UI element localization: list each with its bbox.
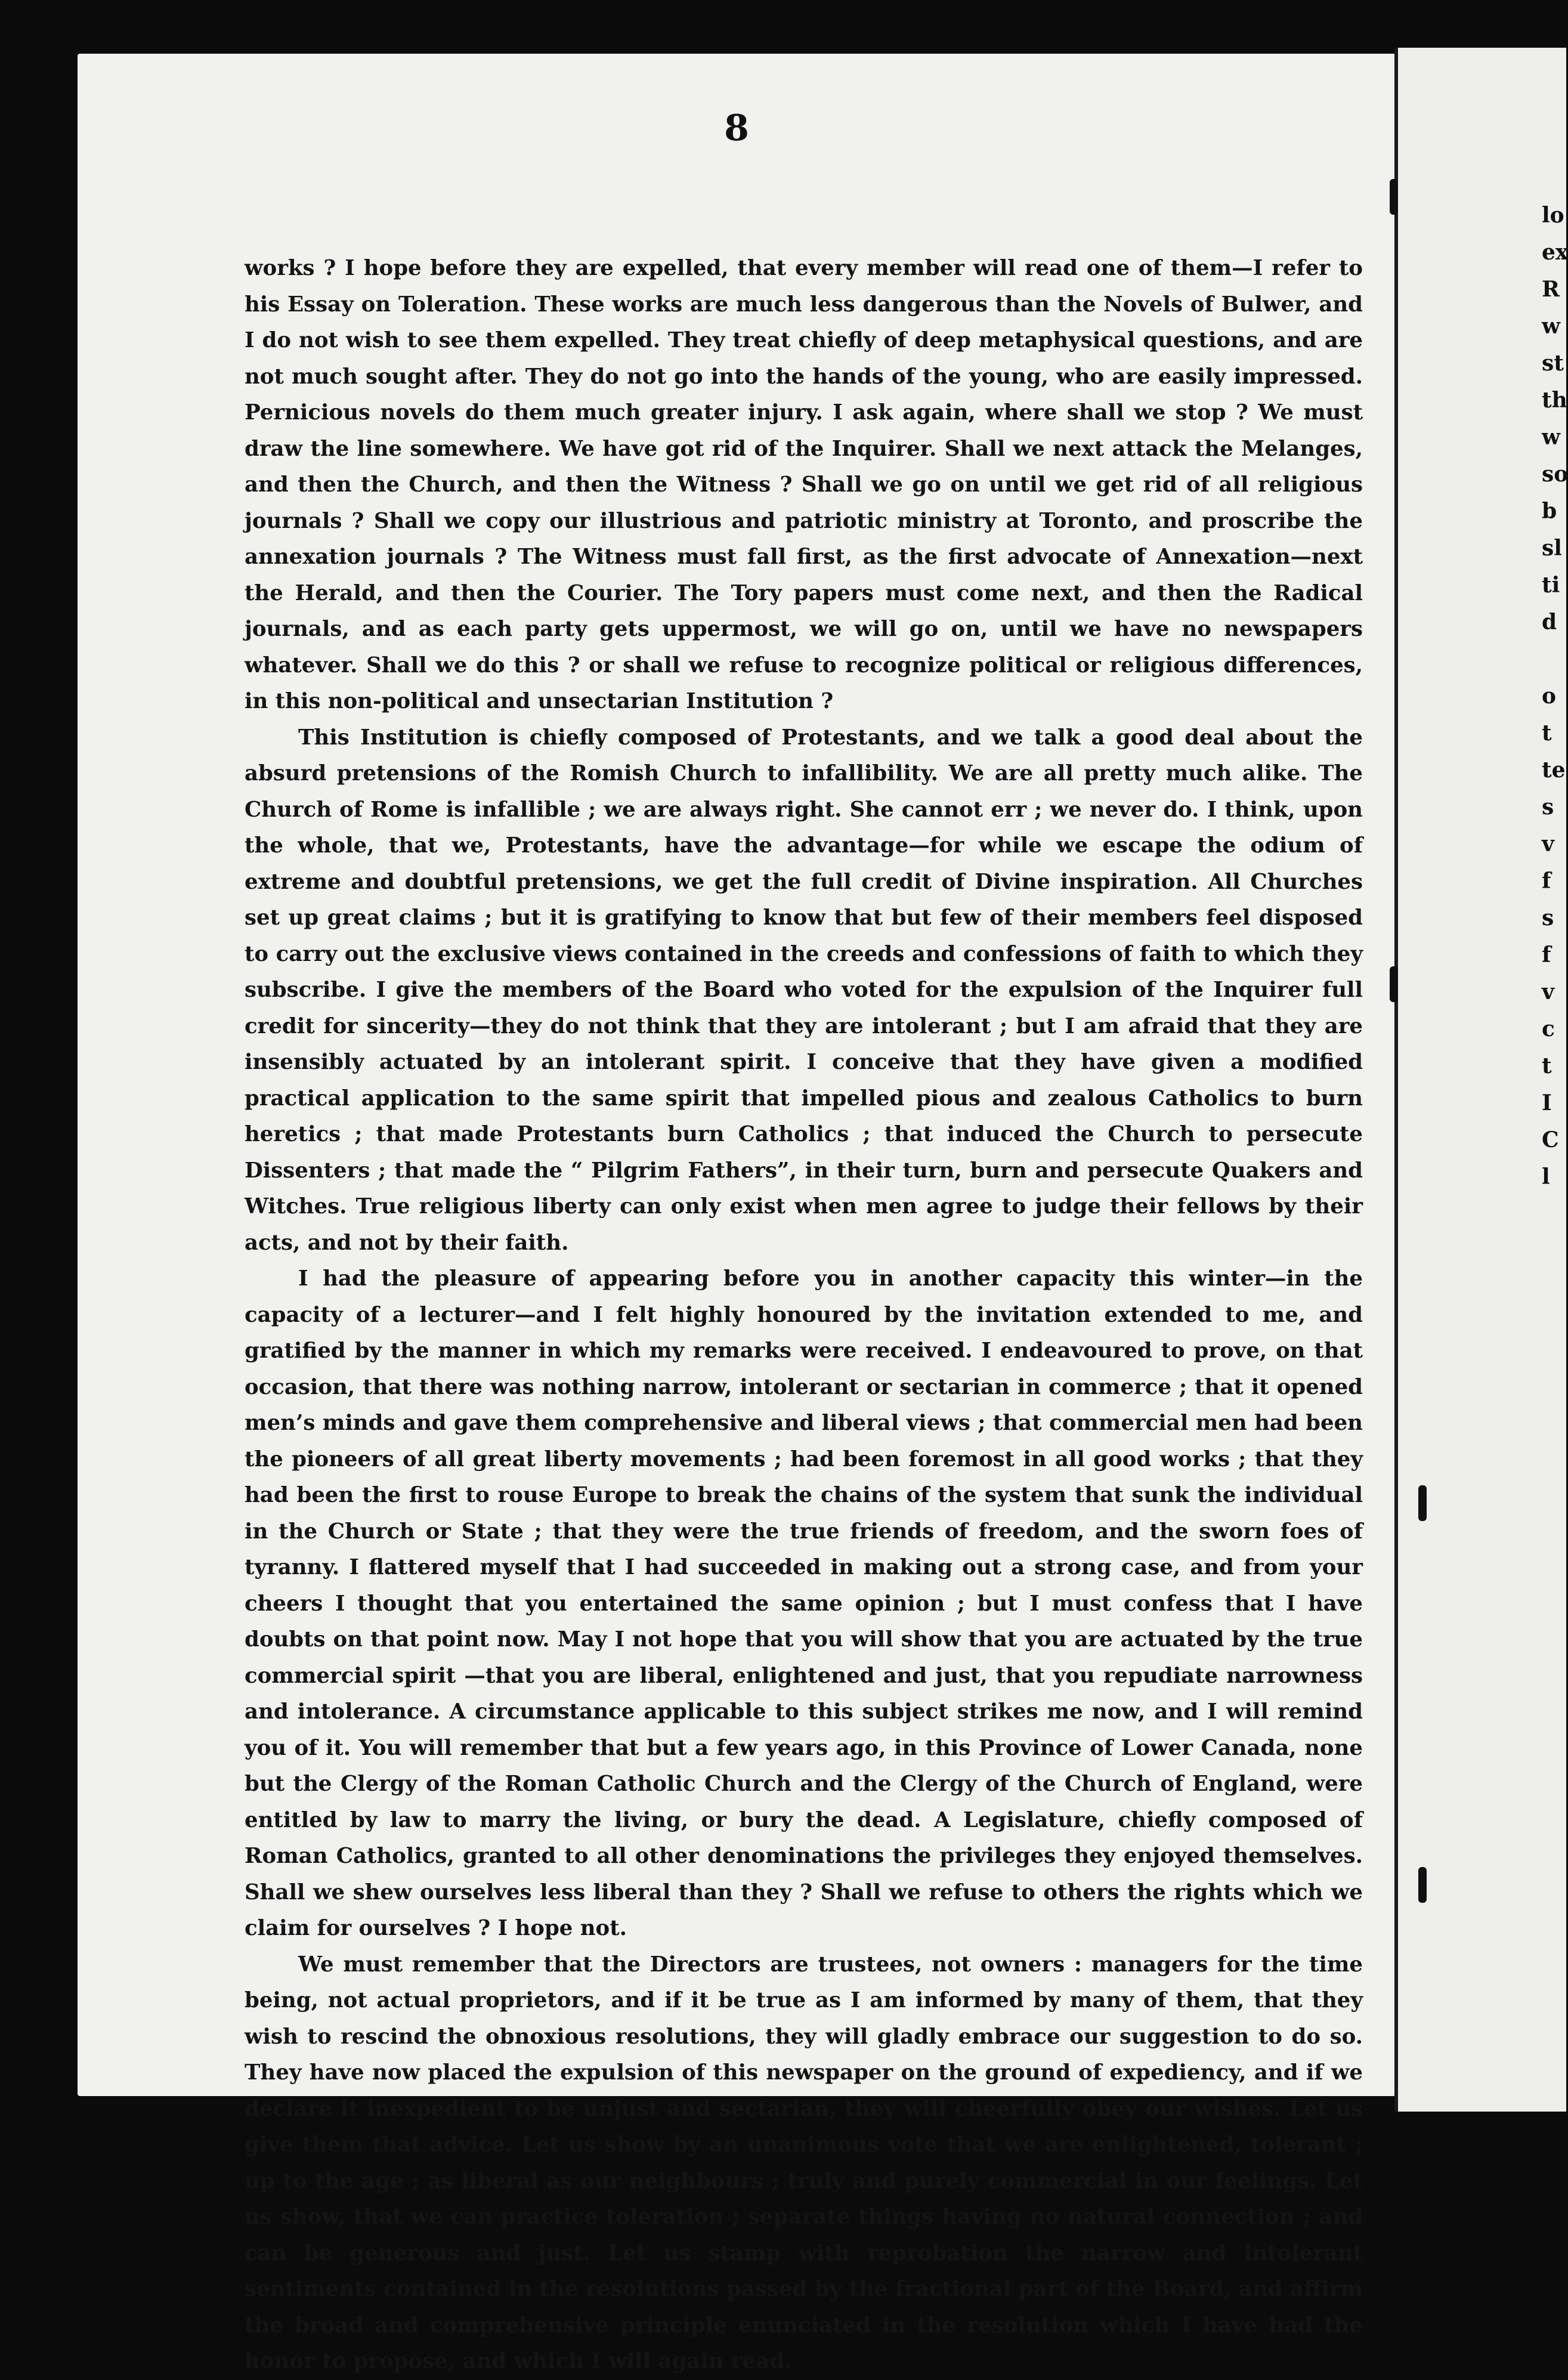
edge-letter: d: [1542, 610, 1557, 635]
edge-letter: so: [1542, 462, 1568, 487]
binding-mark: [1390, 966, 1398, 1002]
edge-letter: sl: [1542, 536, 1562, 561]
paragraph: We must remember that the Directors are trustees, not owners : managers for the time being, not actual proprietors, and if it be true as I am informed by many of them, that they wish to rescind the obnoxious resolutions, they will gladly embrace our suggestion to do so. They have now placed the expulsion of this newspaper on the ground of expediency, and if we declare it inexpedient to be unjust and sectarian, they will cheerfully obey our wishes. Let us give them that advice. Let us show by an unanimous vote that we are enlightened, tolerant ; up to the age ; as liberal as our neighbours ; truly and purely commercial in our feelings. Let us show, that we can practice toleration ; separate things having no natural connection ; and can be generous and just. Let us stamp with reprobation the narrow and intolerant sentiments contained in the resolutions passed by the fractional part of the Board, and affirm the broad and comprehensive principle enunciated in the resolution which I have had the honor to propose, and which I will again read.: [245, 1952, 1363, 2373]
page-number: 8: [724, 107, 749, 149]
document-page: [78, 54, 1396, 2373]
edge-letter: lo: [1542, 203, 1564, 228]
paragraph: I had the pleasure of appearing before you in another capacity this winter—in the capacity of a lecturer—and I felt highly honoured by the invitation extended to me, and gratified by the manner in which my remarks were received. I endeavoured to prove, on that occasion, that there was nothing narrow, intolerant or sectarian in commerce ; that it opened men’s minds and gave them comprehensive and liberal views ; that commercial men had been the pioneers of all great liberty movements ; had been foremost in all good works ; that they had been the first to rouse Europe to break the chains of the system that sunk the individual in the Church or State ; that they were the true friends of freedom, and the sworn foes of tyranny. I flattered myself that I had succeeded in making out a strong case, and from your cheers I thought that you entertained the same opinion ; but I must confess that I have doubts on that point now. May I not hope that you will show that you are actuated by the true commercial spirit —that you are liberal, enlightened and just, that you repudiate narrowness and intolerance. A circumstance applicable to this subject strikes me now, and I will remind you of it. You will remember that but a few years ago, in this Province of Lower Canada, none but the Clergy of the Roman Catholic Church and the Clergy of the Church of England, were entitled by law to marry the living, or bury the dead. A Legislature, chiefly composed of Roman Catholics, granted to all other denominations the privileges they enjoyed themselves. Shall we shew ourselves less liberal than they ? Shall we refuse to others the rights which we claim for ourselves ? I hope not.: [245, 1266, 1363, 1940]
edge-letter: ex: [1542, 240, 1568, 265]
adjacent-page-edge-text: [1542, 197, 1568, 1195]
binding-mark: [1418, 1485, 1427, 1521]
edge-letter: th: [1542, 388, 1567, 413]
edge-letter: o: [1542, 684, 1557, 709]
edge-letter: v: [1542, 979, 1554, 1004]
edge-letter: R: [1542, 277, 1560, 302]
edge-letter: b: [1542, 499, 1557, 524]
edge-letter: v: [1542, 832, 1554, 857]
adjacent-page: [1394, 48, 1566, 2112]
binding-mark: [1418, 1867, 1427, 1903]
edge-letter: c: [1542, 1016, 1555, 1041]
edge-letter: f: [1542, 942, 1551, 968]
paragraph: works ? I hope before they are expelled, that every member will read one of them—I refer to his Essay on Toleration. These works are much less dangerous than the Novels of Bulwer, and I do not wish to see them expelled. They treat chiefly of deep metaphysical questions, and are not much sought after. They do not go into the hands of the young, who are easily impressed. Pernicious novels do them much greater injury. I ask again, where shall we stop ? We must draw the line somewhere. We have got rid of the Inquirer. Shall we next attack the Melanges, and then the Church, and then the Witness ? Shall we go on until we get rid of all religious journals ? Shall we copy our illustrious and patriotic ministry at Toronto, and proscribe the annexation journals ? The Witness must fall first, as the first advocate of Annexation—next the Herald, and then the Courier. The Tory papers must come next, and then the Radical journals, and as each party gets uppermost, we will go on, until we have no newspapers whatever. Shall we do this ? or shall we refuse to recognize political or religious differences, in this non-political and unsectarian Institution ?: [245, 256, 1363, 713]
edge-letter: s: [1542, 905, 1554, 931]
binding-mark: [1390, 179, 1398, 215]
paragraph: This Institution is chiefly composed of Protestants, and we talk a good deal about the absurd pretensions of the Romish Church to infallibility. We are all pretty much alike. The Church of Rome is infallible ; we are always right. She cannot err ; we never do. I think, upon the whole, that we, Protestants, have the advantage—for while we escape the odium of extreme and doubtful pretensions, we get the full credit of Divine inspiration. All Churches set up great claims ; but it is gratifying to know that but few of their members feel disposed to carry out the exclusive views contained in the creeds and confessions of faith to which they subscribe. I give the members of the Board who voted for the expulsion of the Inquirer full credit for sincerity—they do not think that they are intolerant ; but I am afraid that they are insensibly actuated by an intolerant spirit. I conceive that they have given a modified practical application to the same spirit that impelled pious and zealous Catholics to burn heretics ; that made Protestants burn Catholics ; that induced the Church to persecute Dissenters ; that made the “ Pilgrim Fathers”, in their turn, burn and persecute Quakers and Witches. True religious liberty can only exist when men agree to judge their fellows by their acts, and not by their faith.: [245, 725, 1363, 1255]
edge-letter: t: [1542, 1053, 1552, 1078]
edge-letter: C: [1542, 1127, 1559, 1152]
edge-letter: I: [1542, 1090, 1552, 1115]
edge-letter: l: [1542, 1164, 1550, 1189]
edge-letter: st: [1542, 351, 1564, 376]
edge-letter: ti: [1542, 573, 1560, 598]
edge-letter: f: [1542, 868, 1551, 894]
edge-letter: te: [1542, 758, 1566, 783]
edge-letter: t: [1542, 721, 1552, 746]
edge-letter: w: [1542, 314, 1560, 339]
edge-letter: s: [1542, 795, 1554, 820]
edge-letter: w: [1542, 425, 1560, 450]
body-text: [245, 251, 1363, 2380]
